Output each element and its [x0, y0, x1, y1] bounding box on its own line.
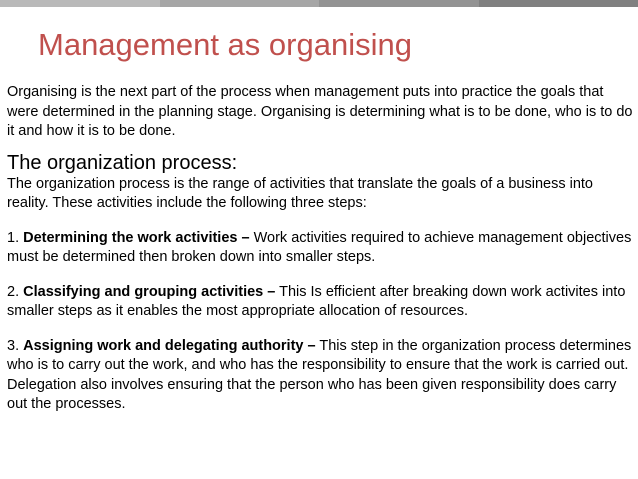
step-title: Assigning work and delegating authority – — [23, 337, 316, 354]
step-text: Work activities required to achieve management objectives must be determined then broken down into smaller steps. — [7, 229, 632, 265]
step-text: This Is efficient after breaking down work activites into smaller steps as it enables the most appropriate allocation of resources. — [7, 283, 626, 319]
step-2 — [7, 283, 633, 322]
step-number: 2. — [7, 283, 20, 300]
intro-paragraph: Organising is the next part of the process when management puts into practice the goals that were determined in the planning stage. Organising is determining what is to be done, who is to do it and how it is to be done. — [7, 84, 633, 139]
process-description: The organization process is the range of activities that translate the goals of a business into reality. These activities include the following three steps: — [7, 175, 593, 211]
slide-title: Management as organising — [38, 27, 412, 62]
step-number: 3. — [7, 337, 20, 354]
top-bar-segment — [0, 0, 160, 7]
step-number: 1. — [7, 229, 20, 246]
top-bar-segment — [479, 0, 638, 7]
step-text: This step in the organization process determines who is to carry out the work, and who has the responsibility to ensure that the work is carried out. Delegation also involves ensuring that the person who has been given responsibility does carry out the processes. — [7, 337, 632, 412]
slide-body — [7, 83, 633, 430]
top-bar-segment — [160, 0, 320, 7]
step-title: Determining the work activities – — [23, 229, 250, 246]
process-heading: The organization process: — [7, 151, 238, 174]
step-1 — [7, 229, 633, 268]
top-decorative-bar — [0, 0, 638, 7]
step-3 — [7, 337, 633, 415]
step-title: Classifying and grouping activities – — [23, 283, 276, 300]
top-bar-segment — [319, 0, 479, 7]
